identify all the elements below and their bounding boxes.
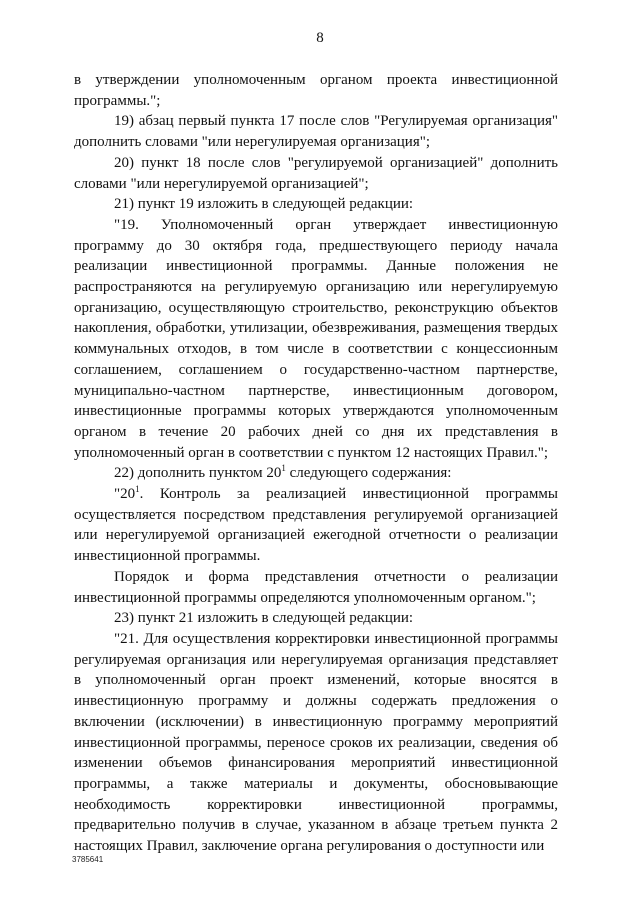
document-body (74, 70, 558, 857)
paragraph-clause-19: "19. Уполномоченный орган утверждает инвестиционную программу до 30 октября года, предшествующего периоду начала реализации инвестиционной программы. Данные положения не распространяются на регулируемую организацию или нерегулируемую организацию, осуществляющую строительство, реконструкцию объектов накопления, обработки, утилизации, обезвреживания, размещения твердых коммунальных отходов, в том числе в соответствии с концессионным соглашением, соглашением о государственно-частном партнерстве, муниципально-частном партнерстве, инвестиционным договором, инвестиционные программы которых утверждаются уполномоченным органом в течение 20 рабочих дней со дня их представления в уполномоченный орган в соответствии с пунктом 12 настоящих Правил."; (74, 216, 558, 461)
paragraph-item-22 (74, 463, 558, 484)
paragraph-item-23: 23) пункт 21 изложить в следующей редакции: (114, 610, 414, 627)
text-segment: . Контроль за реализацией инвестиционной программы осуществляется посредством представления регулируемой организацией или нерегулируемой организацией ежегодной отчетности о реализации инвестиционной программы. (74, 486, 558, 565)
paragraph-item-21: 21) пункт 19 изложить в следующей редакции: (114, 196, 414, 213)
paragraph-continuation: в утверждении уполномоченным органом проекта инвестиционной программы."; (74, 72, 558, 109)
paragraph-clause-20-1 (74, 484, 558, 567)
text-segment: "20 (114, 486, 136, 503)
paragraph-item-19: 19) абзац первый пункта 17 после слов "Регулируемая организация" дополнить словами "или нерегулируемая организация"; (74, 113, 558, 151)
document-code: 3785641 (72, 855, 104, 864)
text-segment: 22) дополнить пунктом 20 (114, 465, 282, 482)
paragraph-reporting-order: Порядок и форма представления отчетности о реализации инвестиционной программы определяются уполномоченным органом."; (74, 568, 558, 606)
paragraph-item-20: 20) пункт 18 после слов "регулируемой организацией" дополнить словами "или нерегулируемой организацией"; (74, 154, 558, 192)
page-number: 8 (316, 30, 324, 46)
superscript: 1 (135, 484, 140, 495)
superscript: 1 (281, 463, 286, 474)
text-segment: следующего содержания: (285, 465, 452, 482)
paragraph-clause-21: "21. Для осуществления корректировки инвестиционной программы регулируемая организация или нерегулируемая организация представляет в уполномоченный орган проект изменений, которые вносятся в инвестиционную программу и должны содержать предложения о включении (исключении) в инвестиционную программу мероприятий инвестиционной программы, переносе сроков их реализации, сведения об изменении объемов финансирования мероприятий инвестиционной программы, а также материалы и документы, обосновывающие необходимость корректировки инвестиционной программы, предварительно получив в случае, указанном в абзаце третьем пункта 2 настоящих Правил, заключение органа регулирования о доступности или (74, 630, 558, 855)
